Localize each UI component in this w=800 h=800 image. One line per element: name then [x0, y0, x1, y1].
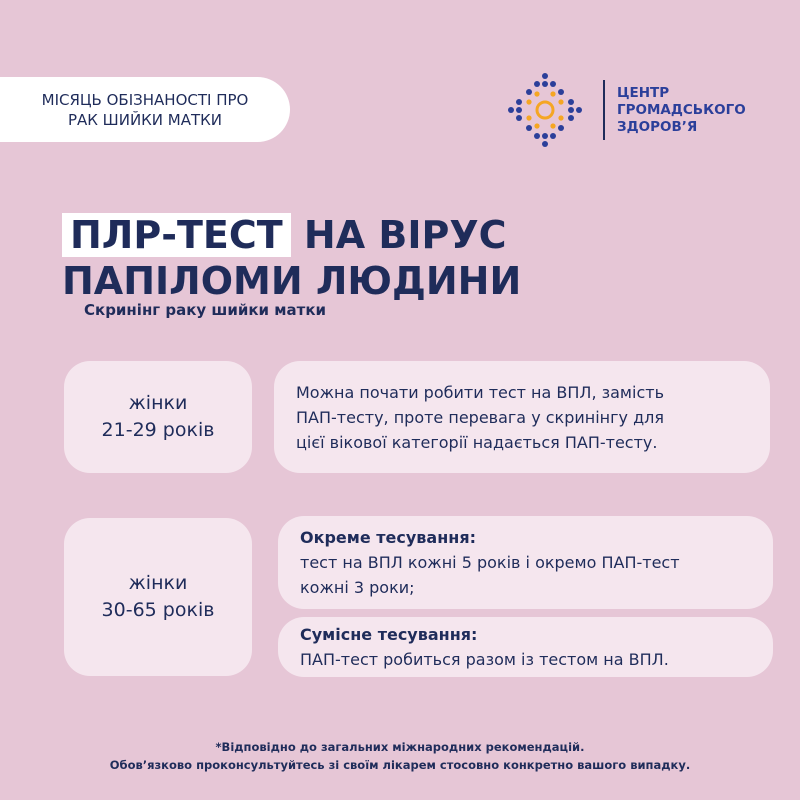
option-title: Сумісне тесування:: [300, 625, 478, 644]
page-title: [62, 212, 521, 304]
option-title: Окреме тесування:: [300, 528, 477, 547]
subtitle: Скринінг раку шийки матки: [84, 301, 327, 319]
option-line-1: ПАП-тест робиться разом із тестом на ВПЛ.: [300, 650, 669, 669]
footnote-line-2: Обов’язково проконсультуйтесь зі своїм лікарем стосовно конкретно вашого випадку.: [109, 758, 691, 772]
title-rest: НА ВІРУС: [303, 213, 507, 257]
recommendation-21-29: [274, 361, 770, 473]
age-group-21-29: [64, 361, 252, 473]
footnote-line-1: *Відповідно до загальних міжнародних рекомендацій.: [215, 740, 585, 754]
recommendation-line-1: Можна почати робити тест на ВПЛ, замість: [296, 382, 664, 402]
logo-divider: [603, 80, 605, 140]
separate-testing-option: [278, 516, 773, 609]
age-range: 30-65 років: [101, 599, 215, 621]
title-highlight: ПЛР-ТЕСТ: [62, 213, 291, 257]
awareness-month-badge: [0, 77, 290, 142]
option-line-1: тест на ВПЛ кожні 5 років і окремо ПАП-тест: [300, 553, 680, 572]
age-group-30-65: [64, 518, 252, 676]
cross-dots-logo-icon: [505, 70, 585, 150]
title-line-1: [62, 212, 521, 258]
recommendation-line-2: ПАП-тесту, проте перевага у скринінгу для: [296, 407, 665, 427]
badge-line-1: МІСЯЦЬ ОБІЗНАНОСТІ ПРО: [41, 90, 249, 109]
age-label: жінки: [128, 392, 188, 414]
logo-text-line-3: ЗДОРОВ’Я: [617, 118, 698, 135]
logo-text-line-2: ГРОМАДСЬКОГО: [617, 101, 746, 118]
logo-text: [617, 85, 746, 136]
logo-text-line-1: ЦЕНТР: [617, 84, 670, 101]
badge-line-2: РАК ШИЙКИ МАТКИ: [67, 110, 223, 129]
recommendation-line-3: цієї вікової категорії надається ПАП-тесту.: [296, 432, 658, 452]
combined-testing-option: [278, 617, 773, 677]
option-line-2: кожні 3 роки;: [300, 578, 415, 597]
age-range: 21-29 років: [101, 419, 215, 441]
public-health-center-logo: [505, 70, 746, 150]
age-label: жінки: [128, 572, 188, 594]
title-line-2: ПАПІЛОМИ ЛЮДИНИ: [62, 259, 522, 303]
footnote: [0, 738, 800, 774]
